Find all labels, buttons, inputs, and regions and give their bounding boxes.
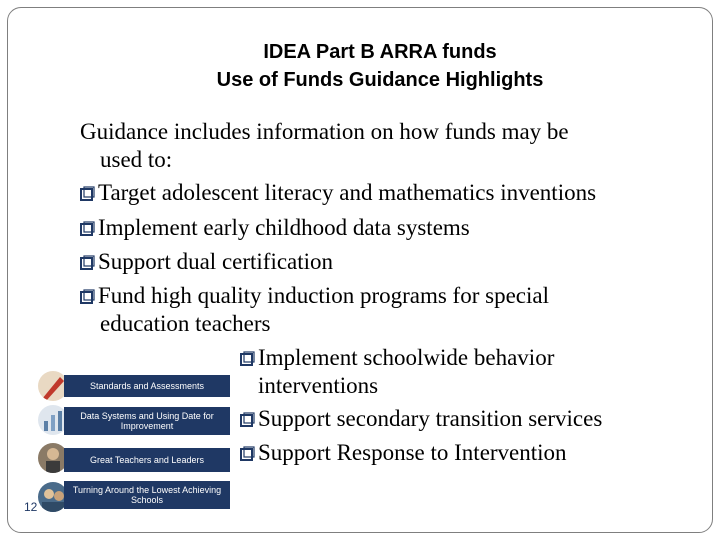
checkbox-bullet-icon bbox=[240, 412, 255, 427]
bullet-item bbox=[240, 438, 567, 468]
bullet-text: Support secondary transition services bbox=[258, 406, 603, 431]
bullet-item bbox=[80, 281, 549, 311]
slide-number: 12 bbox=[24, 500, 38, 514]
checkbox-bullet-icon bbox=[80, 255, 95, 270]
checkbox-bullet-icon bbox=[80, 221, 95, 236]
bullet-continuation: education teachers bbox=[100, 311, 271, 336]
bullet-continuation: interventions bbox=[258, 373, 379, 398]
nav-standards-and-assessments[interactable]: Standards and Assessments bbox=[64, 375, 230, 397]
bullet-item bbox=[80, 247, 333, 277]
bullet-text: Implement early childhood data systems bbox=[98, 215, 470, 240]
bullet-text: Implement schoolwide behavior bbox=[258, 345, 555, 370]
slide-title-line-1: IDEA Part B ARRA funds bbox=[263, 41, 497, 63]
bullet-item bbox=[240, 343, 554, 373]
bullet-text: Target adolescent literacy and mathematics inventions bbox=[98, 180, 597, 205]
intro-line-2: used to: bbox=[100, 147, 173, 172]
checkbox-bullet-icon bbox=[80, 289, 95, 304]
slide-title-line-2: Use of Funds Guidance Highlights bbox=[216, 69, 544, 91]
bullet-item bbox=[80, 178, 596, 208]
checkbox-bullet-icon bbox=[240, 446, 255, 461]
bullet-text: Fund high quality induction programs for special bbox=[98, 283, 549, 308]
nav-great-teachers-and-leaders[interactable]: Great Teachers and Leaders bbox=[64, 448, 230, 472]
nav-turning-around-schools[interactable]: Turning Around the Lowest Achieving Schools bbox=[64, 481, 230, 509]
checkbox-bullet-icon bbox=[240, 351, 255, 366]
bullet-item bbox=[80, 213, 470, 243]
intro-line-1: Guidance includes information on how funds may be bbox=[80, 119, 569, 144]
bullet-text: Support Response to Intervention bbox=[258, 440, 567, 465]
bullet-item bbox=[240, 404, 602, 434]
nav-data-systems[interactable]: Data Systems and Using Date for Improvement bbox=[64, 407, 230, 435]
checkbox-bullet-icon bbox=[80, 186, 95, 201]
bullet-text: Support dual certification bbox=[98, 249, 334, 274]
